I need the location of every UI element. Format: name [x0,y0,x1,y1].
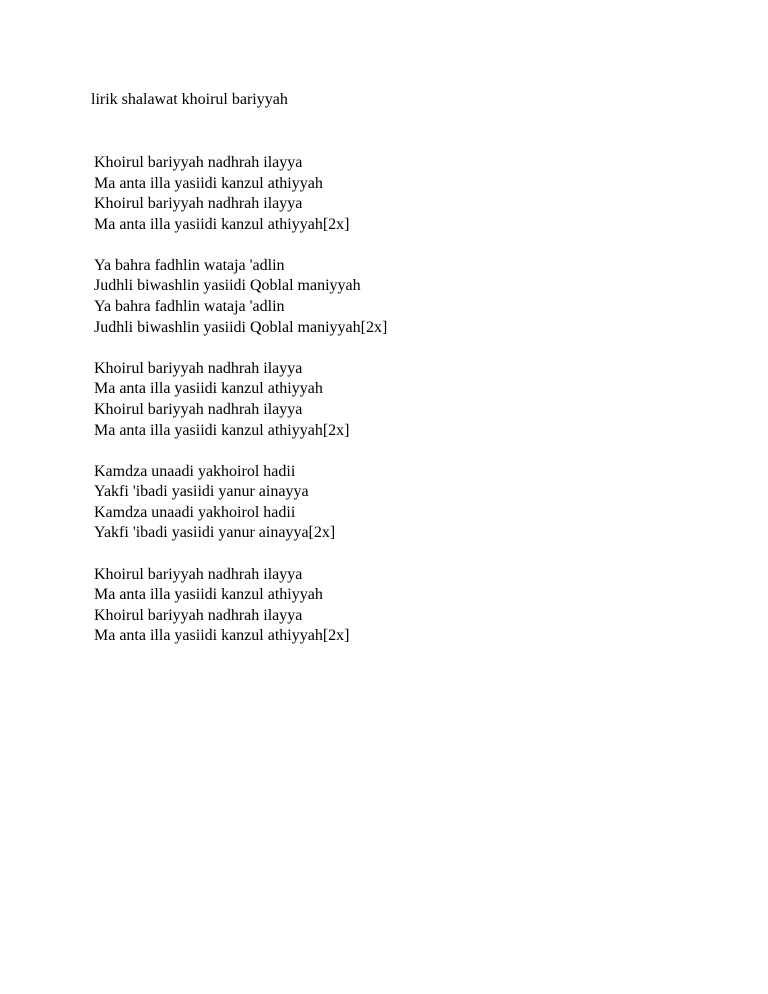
lyrics-body [94,153,734,667]
lyric-line: Khoirul bariyyah nadhrah ilayya [94,400,303,418]
lyric-line: Kamdza unaadi yakhoirol hadii [94,462,296,480]
lyric-line: Ya bahra fadhlin wataja 'adlin [94,256,285,274]
lyric-line: Yakfi 'ibadi yasiidi yanur ainayya [94,483,309,501]
lyric-line: Khoirul bariyyah nadhrah ilayya [94,359,303,377]
document-title: lirik shalawat khoirul bariyyah [91,91,288,108]
lyric-line: Khoirul bariyyah nadhrah ilayya [94,606,303,624]
lyric-line: Ma anta illa yasiidi kanzul athiyyah[2x] [94,421,350,439]
stanza-4 [94,462,734,544]
lyric-line: Ma anta illa yasiidi kanzul athiyyah [94,174,323,192]
lyric-line: Ma anta illa yasiidi kanzul athiyyah[2x] [94,215,350,233]
lyric-line: Yakfi 'ibadi yasiidi yanur ainayya[2x] [94,524,336,542]
lyric-line: Judhli biwashlin yasiidi Qoblal maniyyah[2x] [94,318,388,336]
lyric-line: Kamdza unaadi yakhoirol hadii [94,503,296,521]
lyric-line: Ma anta illa yasiidi kanzul athiyyah [94,586,323,604]
lyric-line: Ma anta illa yasiidi kanzul athiyyah[2x] [94,627,350,645]
lyric-line: Khoirul bariyyah nadhrah ilayya [94,565,303,583]
lyric-line: Khoirul bariyyah nadhrah ilayya [94,154,303,171]
lyric-line: Ma anta illa yasiidi kanzul athiyyah [94,380,323,398]
stanza-2 [94,256,734,338]
lyric-line: Khoirul bariyyah nadhrah ilayya [94,195,303,213]
lyric-line: Ya bahra fadhlin wataja 'adlin [94,298,285,316]
lyric-line: Judhli biwashlin yasiidi Qoblal maniyyah [94,277,361,295]
stanza-1 [94,153,734,235]
stanza-3 [94,359,734,441]
stanza-5 [94,565,734,647]
